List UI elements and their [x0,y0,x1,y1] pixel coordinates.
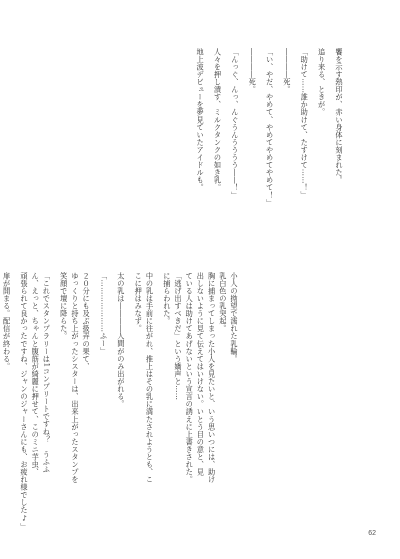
text-line: 出しないように見て伝えてはいけない。いとう目の意と、見 [196,272,206,476]
text-line: 中の乳は手前に往がれ、推上はその乳に満たされようとも、こ [145,272,155,484]
text-line: 乳白色の乳突起。 [218,272,228,333]
text-line: こに押はみなず。 [134,272,144,333]
text-line: ている人は助けてあげないという宣言の誘えに上書きされた。 [185,272,195,484]
text-line: 「んっぐ、んっ、んぐうんうううう――！」 [230,48,240,199]
text-line: ――――死。 [282,48,292,94]
text-line: に捕らわれた。 [162,272,172,325]
text-line: 追り来る、ときが。 [317,48,327,116]
text-line: ん、えっと、ちゃんと腹筋が綺麗に押せて、このミニ芋虫、 [31,272,41,476]
text-line: 地上波デビューを夢見ていたアイドルも。 [196,48,206,192]
text-line: 「助けて……誰か助けて、たすけて……！」 [300,48,310,199]
text-line: 太の乳は――――人間がのみ出がれる。 [116,272,126,408]
text-line: 胸に捕まってしまった小人を見たいと、いう思いつには、助け [207,272,217,484]
text-line: ２０分にも及ぶ扱弄の果て、 [82,272,92,371]
text-line: 扉が開まる。配信が終わる。 [2,272,12,371]
text-line: 笑顔で壇に降らた。 [59,272,69,340]
text-line: 「これでスタンプラリーは1コンプリートですね？ うふふ [42,272,52,474]
text-line: ゆっくりと持ち上がったシスターは、出来上がったスタンプを [70,272,80,484]
page-number: 62 [368,530,376,537]
text-line: 人々を押し潰す、ミルクタンクの如き乳。 [213,48,223,192]
text-line: 頑張られて良かったですね、ジャンのジャーさんにも、お疲れ様でした♪」 [20,272,29,531]
text-line: 「い、やだ、やめて、やめてやめてやめて！」 [265,48,275,207]
text-line: 小人の拗望で濡れた乳輪。 [230,272,239,363]
text-line: 「…………………ふー」 [99,272,109,355]
text-line: 「逃げ出すべきだ」という嬌声と…… [174,272,183,401]
text-line: 饗を示す熱印が、赤い身体に刻まれた。 [335,48,344,184]
text-line: ――――死。 [248,48,258,94]
